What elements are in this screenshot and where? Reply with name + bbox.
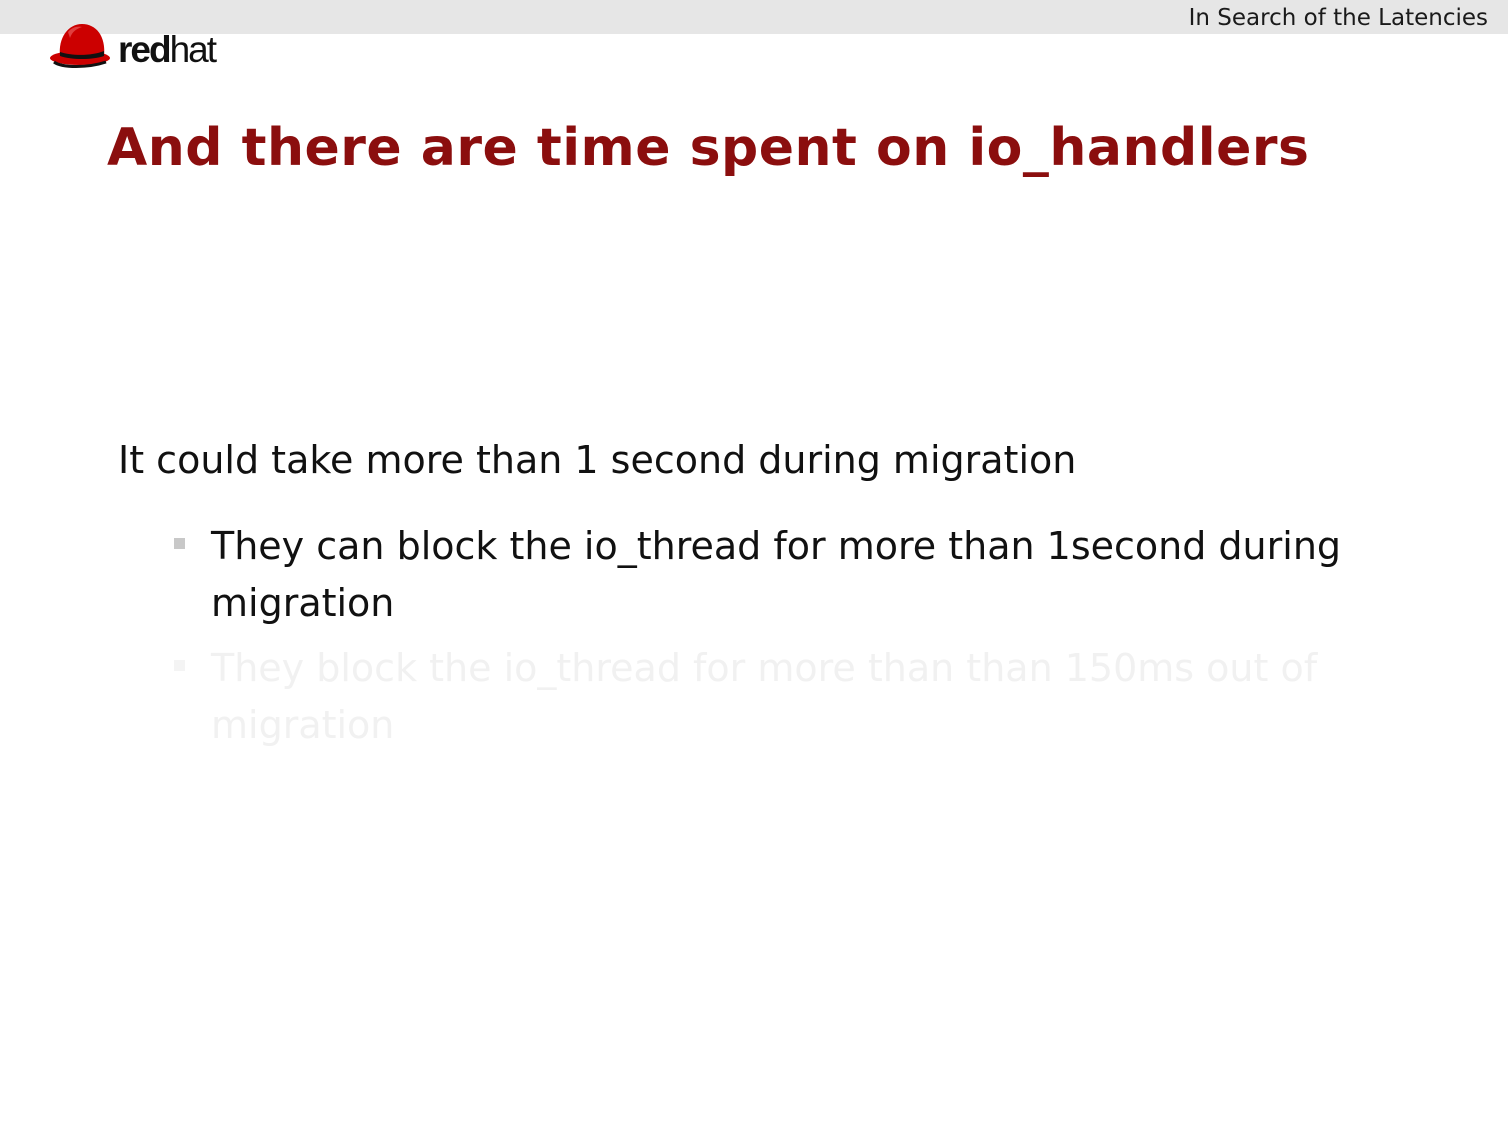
bullet-item-faded xyxy=(170,640,1360,754)
bullet-square-icon xyxy=(174,538,185,549)
redhat-logo xyxy=(48,18,215,70)
wordmark-hat: hat xyxy=(169,29,216,70)
bullet-text: They block the io_thread for more than than 150ms out of migration xyxy=(211,646,1318,747)
bullet-text: They can block the io_thread for more than 1second during migration xyxy=(211,524,1342,625)
wordmark-red: red xyxy=(118,29,170,70)
bullet-list xyxy=(170,518,1360,762)
bullet-item xyxy=(170,518,1360,632)
main-point: It could take more than 1 second during migration xyxy=(118,438,1077,482)
red-hat-icon xyxy=(48,18,112,70)
presentation-title: In Search of the Latencies xyxy=(1188,5,1488,31)
redhat-wordmark xyxy=(118,31,215,68)
slide-title: And there are time spent on io_handlers xyxy=(107,118,1310,178)
header-bar xyxy=(0,0,1508,34)
bullet-square-icon xyxy=(174,660,185,671)
